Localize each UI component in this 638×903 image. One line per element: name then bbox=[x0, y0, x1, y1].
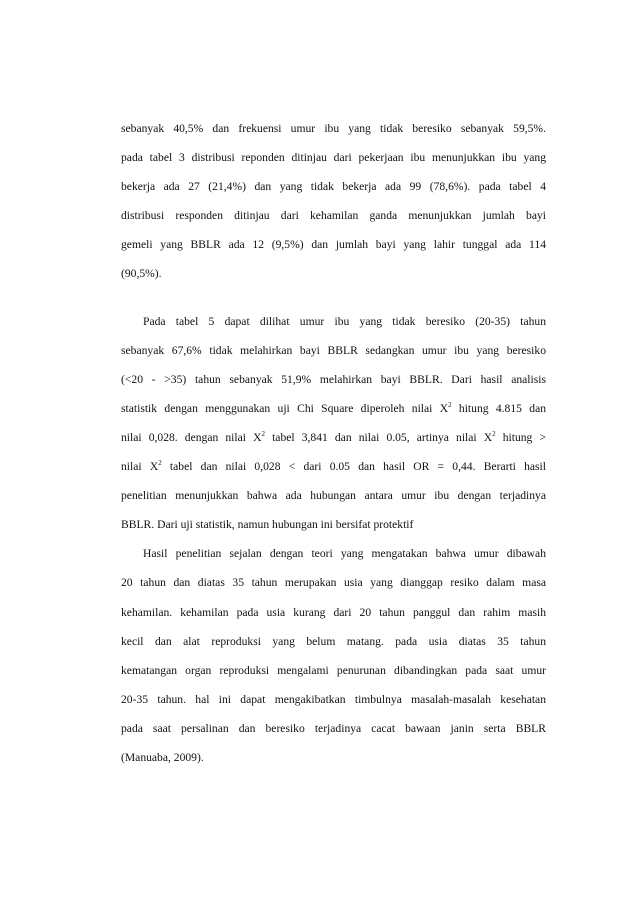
text-line: Hasil penelitian sejalan dengan teori yang mengatakan bahwa umur dibawah bbox=[143, 547, 546, 561]
text-line: bekerja ada 27 (21,4%) dan yang tidak bekerja ada 99 (78,6%). pada tabel 4 bbox=[121, 180, 546, 194]
text-line: pada tabel 3 distribusi reponden ditinjau dari pekerjaan ibu menunjukkan ibu yang bbox=[121, 151, 546, 165]
text-segment: nilai X bbox=[121, 460, 159, 474]
text-line: kehamilan. kehamilan pada usia kurang dari 20 tahun panggul dan rahim masih bbox=[121, 605, 546, 619]
text-segment: tabel dan nilai 0,028 < dari 0.05 dan hasil OR = 0,44. Berarti hasil bbox=[161, 460, 546, 474]
text-line: 20 tahun dan diatas 35 tahun merupakan usia yang dianggap resiko dalam masa bbox=[121, 576, 546, 590]
text-line bbox=[121, 452, 546, 481]
text-segment: hitung > bbox=[495, 430, 546, 444]
body-text bbox=[121, 114, 546, 772]
text-line: kecil dan alat reproduksi yang belum matang. pada usia diatas 35 tahun bbox=[121, 634, 546, 648]
superscript: 2 bbox=[158, 459, 162, 468]
superscript: 2 bbox=[492, 430, 496, 439]
text-line: 20-35 tahun. hal ini dapat mengakibatkan timbulnya masalah-masalah kesehatan bbox=[121, 692, 546, 706]
text-line bbox=[121, 423, 546, 452]
text-segment: hitung 4.815 dan bbox=[451, 401, 547, 415]
text-line: gemeli yang BBLR ada 12 (9,5%) dan jumlah bayi yang lahir tunggal ada 114 bbox=[121, 238, 546, 252]
text-line: sebanyak 67,6% tidak melahirkan bayi BBLR sedangkan umur ibu yang beresiko bbox=[121, 343, 546, 357]
text-line: kematangan organ reproduksi mengalami penurunan dibandingkan pada saat umur bbox=[121, 663, 546, 677]
text-segment: tabel 3,841 dan nilai 0.05, artinya nilai X bbox=[264, 430, 493, 444]
text-line: (Manuaba, 2009). bbox=[121, 750, 204, 764]
superscript: 2 bbox=[448, 400, 452, 409]
text-line: distribusi responden ditinjau dari kehamilan ganda menunjukkan jumlah bayi bbox=[121, 209, 546, 223]
text-line: Pada tabel 5 dapat dilihat umur ibu yang tidak beresiko (20-35) tahun bbox=[143, 314, 546, 328]
superscript: 2 bbox=[261, 430, 265, 439]
text-line bbox=[121, 394, 546, 423]
paragraph-gap bbox=[121, 289, 546, 307]
text-segment: nilai 0,028. dengan nilai X bbox=[121, 430, 262, 444]
text-line: (90,5%). bbox=[121, 267, 162, 281]
text-line: pada saat persalinan dan beresiko terjadinya cacat bawaan janin serta BBLR bbox=[121, 721, 546, 735]
text-line: BBLR. Dari uji statistik, namun hubungan ini bersifat protektif bbox=[121, 518, 414, 532]
text-line: sebanyak 40,5% dan frekuensi umur ibu yang tidak beresiko sebanyak 59,5%. bbox=[121, 122, 546, 135]
text-line: (<20 - >35) tahun sebanyak 51,9% melahirkan bayi BBLR. Dari hasil analisis bbox=[121, 372, 546, 386]
text-line: penelitian menunjukkan bahwa ada hubungan antara umur ibu dengan terjadinya bbox=[121, 489, 546, 503]
text-segment: statistik dengan menggunakan uji Chi Square diperoleh nilai X bbox=[121, 401, 449, 415]
